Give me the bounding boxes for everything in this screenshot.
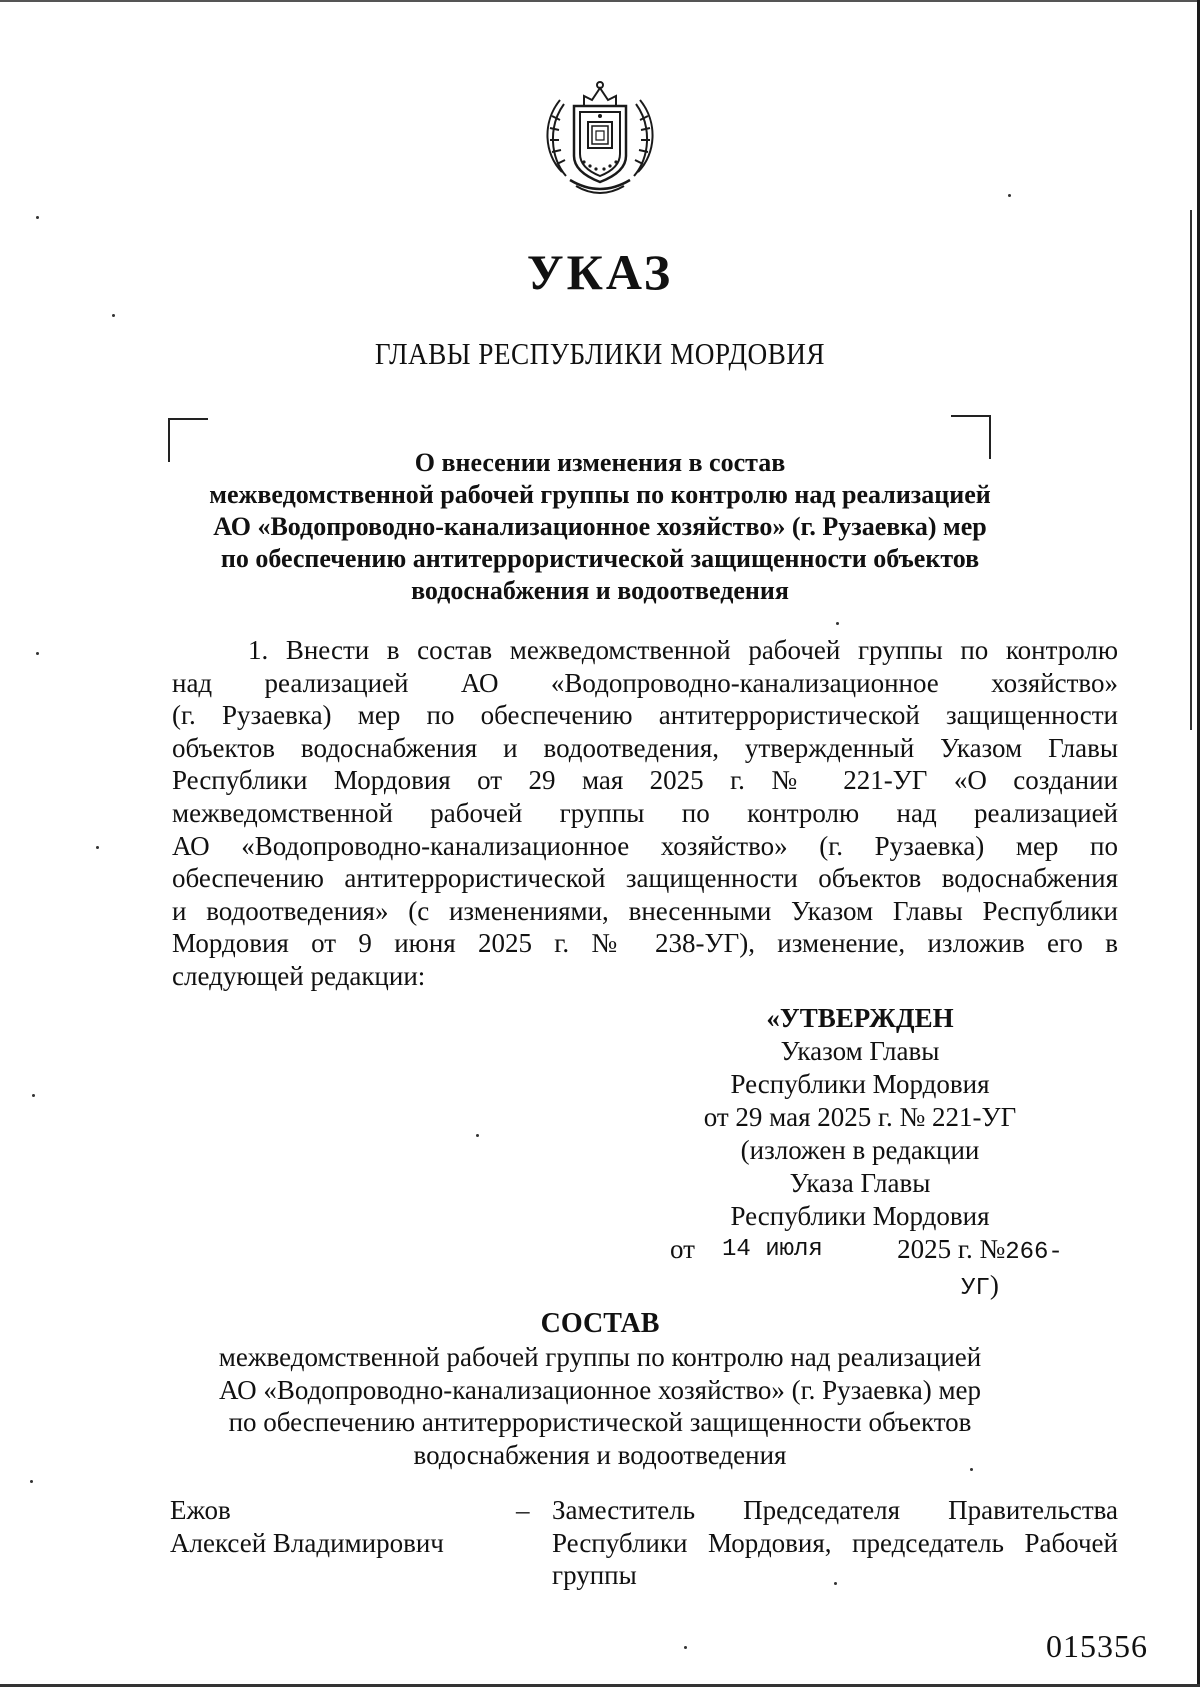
paragraph-line bbox=[172, 699, 1118, 732]
approval-date-suffix: ) bbox=[989, 1270, 999, 1300]
paragraph-line-text: (г. Рузаевка) мер по обеспечению антитеррористической защищенности bbox=[172, 700, 1118, 731]
form-serial-number: 015356 bbox=[1046, 1628, 1148, 1664]
decree-paragraph-1 bbox=[172, 634, 1118, 993]
paragraph-line-text: и водоотведения» (с изменениями, внесенными Указом Главы Республики bbox=[172, 895, 1118, 926]
approval-decree-number: 266-УГ bbox=[961, 1239, 1063, 1302]
paragraph-line bbox=[172, 667, 1118, 700]
document-issuer: ГЛАВЫ РЕСПУБЛИКИ МОРДОВИЯ bbox=[374, 336, 826, 371]
composition-subtitle-line: межведомственной рабочей группы по контролю над реализацией bbox=[218, 1342, 982, 1372]
approval-line: Республики Мордовия bbox=[730, 1069, 990, 1099]
scan-speck bbox=[112, 314, 115, 317]
paragraph-line-text: межведомственной рабочей группы по контролю над реализацией bbox=[172, 797, 1118, 828]
composition-subtitle bbox=[150, 1341, 1050, 1471]
document-title: УКАЗ bbox=[526, 244, 674, 300]
scan-speck bbox=[684, 1646, 687, 1649]
approval-date-line bbox=[640, 1233, 1080, 1302]
member-dash: – bbox=[516, 1495, 530, 1525]
heading-line: водоснабжения и водоотведения bbox=[411, 576, 789, 605]
paragraph-line bbox=[172, 895, 1118, 928]
paragraph-line bbox=[172, 960, 1118, 993]
scan-speck bbox=[36, 216, 39, 219]
paragraph-line-text: Республики Мордовия от 29 мая 2025 г. № 221-УГ «О создании bbox=[172, 765, 1118, 796]
approval-line: от 29 мая 2025 г. № 221-УГ bbox=[703, 1102, 1017, 1132]
composition-subtitle-line: водоснабжения и водоотведения bbox=[413, 1439, 787, 1470]
paragraph-line-text: АО «Водопроводно-канализационное хозяйство» (г. Рузаевка) мер по bbox=[172, 830, 1118, 861]
paragraph-line bbox=[172, 764, 1118, 797]
paragraph-line-text: над реализацией АО «Водопроводно-канализационное хозяйство» bbox=[172, 667, 1118, 698]
approval-date-year-text: 2025 г. № bbox=[897, 1234, 1006, 1264]
paragraph-line-text: объектов водоснабжения и водоотведения, утвержденный Указом Главы bbox=[172, 732, 1118, 763]
paragraph-line bbox=[172, 732, 1118, 765]
scan-speck bbox=[1008, 194, 1011, 197]
approval-line: Указом Главы bbox=[780, 1036, 940, 1066]
scan-speck bbox=[96, 846, 99, 849]
scan-speck bbox=[32, 1094, 35, 1097]
approval-line: Республики Мордовия bbox=[730, 1201, 990, 1231]
approval-date-prefix: от bbox=[670, 1234, 695, 1264]
member-role-line: группы bbox=[552, 1560, 637, 1591]
heading-line: по обеспечению антитеррористической защищенности объектов bbox=[220, 544, 980, 573]
mordovia-coat-of-arms-icon bbox=[540, 76, 660, 200]
paragraph-line bbox=[172, 634, 1118, 667]
paragraph-line-text: 1. Внести в состав межведомственной рабочей группы по контролю bbox=[248, 635, 1118, 665]
member-role-line: Заместитель Председателя Правительства bbox=[552, 1495, 1118, 1525]
heading-line: О внесении изменения в состав bbox=[414, 448, 786, 477]
paragraph-line-text: обеспечению антитеррористической защищенности объектов водоснабжения bbox=[172, 863, 1118, 894]
member-role bbox=[552, 1494, 1118, 1592]
scan-speck bbox=[476, 1134, 479, 1137]
paragraph-line bbox=[172, 797, 1118, 830]
paragraph-line bbox=[172, 862, 1118, 895]
paragraph-line bbox=[172, 830, 1118, 863]
heading-line: АО «Водопроводно-канализационное хозяйство» (г. Рузаевка) мер bbox=[213, 512, 987, 541]
member-role-line: Республики Мордовия, председатель Рабочей bbox=[552, 1527, 1118, 1558]
composition-title: СОСТАВ bbox=[540, 1308, 660, 1339]
paragraph-line-text: Мордовия от 9 июня 2025 г. № 238-УГ), изменение, изложив его в bbox=[172, 928, 1118, 959]
decree-heading bbox=[150, 447, 1050, 607]
approval-date-filled: 14 июля bbox=[722, 1236, 823, 1263]
member-surname: Ежов bbox=[170, 1495, 231, 1525]
scan-speck bbox=[30, 1480, 33, 1483]
approval-line: Указа Главы bbox=[789, 1168, 931, 1198]
approval-title: «УТВЕРЖДЕН bbox=[766, 1003, 954, 1033]
member-name bbox=[170, 1494, 500, 1559]
composition-subtitle-line: АО «Водопроводно-канализационное хозяйство» (г. Рузаевка) мер bbox=[218, 1374, 982, 1405]
approval-stamp-block bbox=[640, 1002, 1080, 1302]
heading-line: межведомственной рабочей группы по контролю над реализацией bbox=[209, 480, 991, 509]
scan-speck bbox=[836, 622, 839, 625]
member-given-names: Алексей Владимирович bbox=[170, 1527, 444, 1558]
approval-date-year bbox=[880, 1233, 1080, 1305]
paragraph-line bbox=[172, 927, 1118, 960]
paragraph-line-text: следующей редакции: bbox=[172, 960, 426, 991]
approval-line: (изложен в редакции bbox=[740, 1135, 980, 1165]
scan-speck bbox=[36, 652, 39, 655]
scan-edge-top bbox=[0, 0, 1200, 2]
composition-subtitle-line: по обеспечению антитеррористической защищенности объектов bbox=[228, 1407, 972, 1437]
